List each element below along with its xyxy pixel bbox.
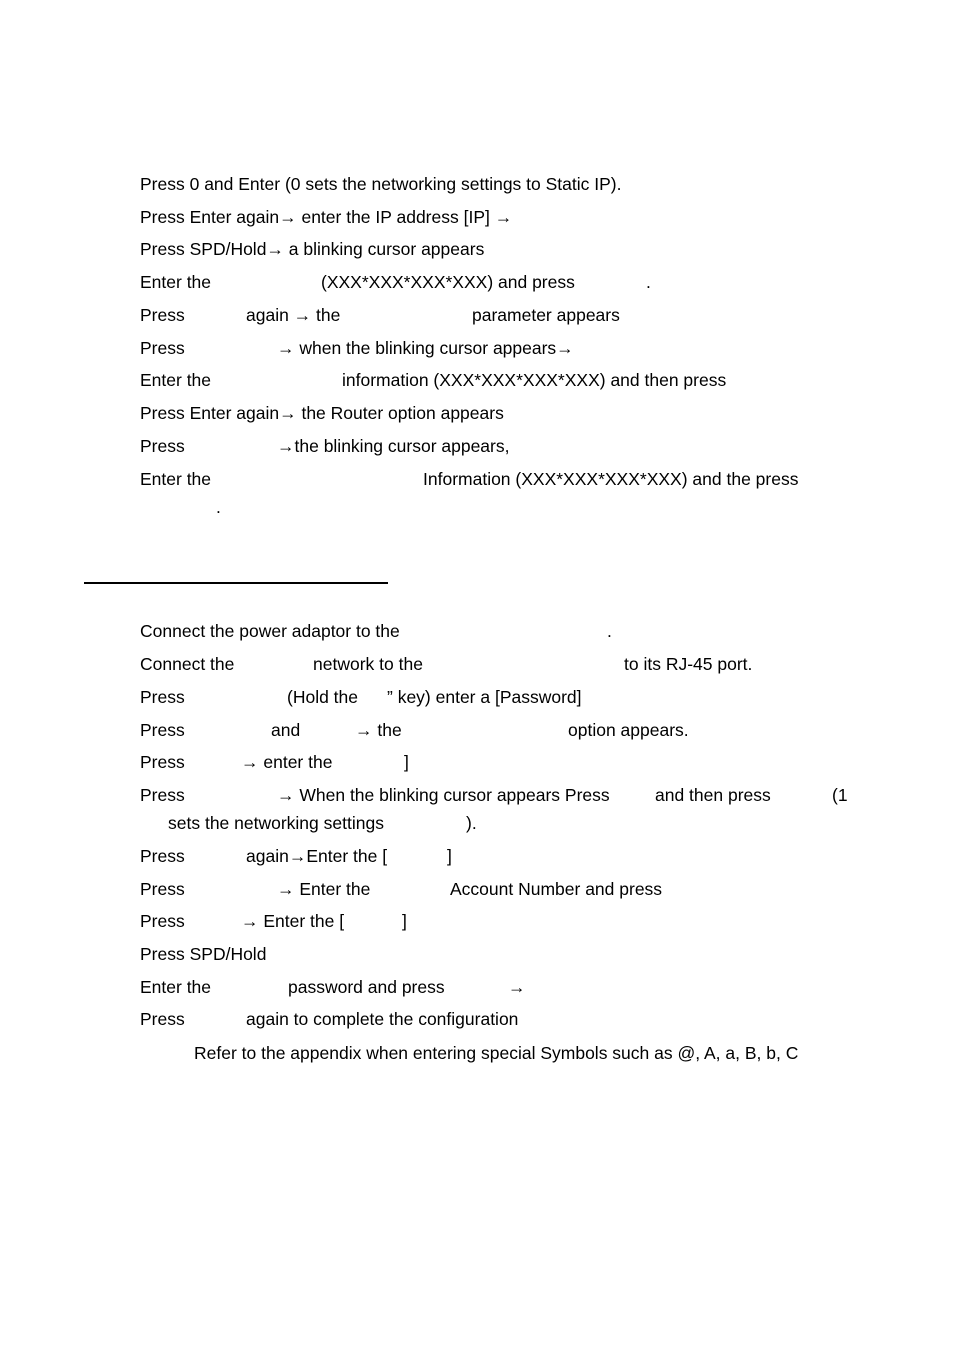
section-heading-underline (84, 582, 388, 584)
document-page: Press 0 and Enter (0 sets the networking settings to Static IP). Press Enter again→ enter the IP address [IP] → Press SPD/Hold→ a blinking cursor appears Enter the (XXX*XXX*XXX*XXX) and press . Press again → the parameter appears Press → when the blinking cursor appears→ Enter the information (XXX*XXX*XXX*XXX) and then press Press Enter again→ the Router option appears Press →the blinking cursor appears, Enter the Information (XXX*XXX*XXX*XXX) and the press . Connect the power adaptor to the . Connect the network to the to its RJ-45 port. Press (Hold the ” key) enter a [Password] Press and → the option appears. Press → enter the ] Press → When the blinking cursor appears Press and then press (1 sets the networking settings ). Press again→Enter the [ ] Press → Enter the Account Number and press Press → Enter the [ ] Press SPD/Hold Enter the password and press → Press again to complete the configuration Refer to the appendix when entering special Symbols such as @, A, a, B, b, C (0, 0, 954, 1350)
